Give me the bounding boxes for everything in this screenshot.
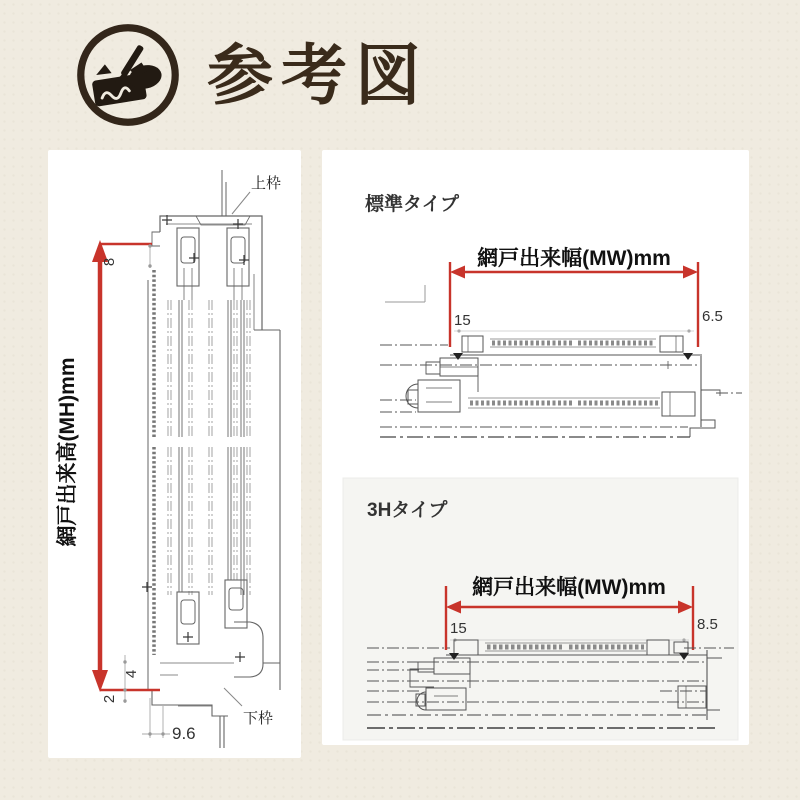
vertical-section-card — [48, 150, 301, 758]
standard-dim-left: 15 — [454, 312, 471, 329]
bottom-frame-label: 下枠 — [243, 710, 274, 727]
3h-type-title: 3Hタイプ — [367, 500, 448, 521]
3h-dim-right: 8.5 — [697, 616, 718, 633]
page-title: 参考図 — [207, 38, 429, 112]
mh-dimension — [92, 240, 160, 692]
ext-dot — [682, 638, 685, 641]
vertical-section-drawing — [48, 150, 301, 758]
frame-section-drawing — [142, 170, 280, 748]
section-standard — [365, 192, 742, 437]
3h-dim-left: 15 — [450, 620, 467, 637]
standard-dim-right: 6.5 — [702, 308, 723, 325]
standard-mw-dimension — [450, 262, 698, 347]
pointer-mark — [453, 353, 463, 360]
top-frame-label: 上枠 — [251, 175, 282, 192]
pointer-mark — [683, 353, 693, 360]
3h-width-label: 網戸出来幅(MW)mm — [472, 576, 666, 599]
screen-height-label: 網戸出来高(MH)mm — [56, 357, 79, 547]
standard-type-title: 標準タイプ — [365, 194, 460, 215]
dim-top-8: 8 — [101, 257, 118, 267]
horizontal-sections-drawing — [322, 150, 749, 745]
writing-hand-icon — [75, 22, 181, 128]
dim-bottom-2: 2 — [101, 694, 118, 704]
standard-width-label: 網戸出来幅(MW)mm — [477, 247, 671, 270]
dim-bottom-width-9-6: 9.6 — [172, 724, 196, 743]
dimension-dots — [123, 244, 164, 735]
dim-bottom-4: 4 — [123, 669, 140, 679]
ext-dot — [687, 329, 690, 332]
page-header — [75, 22, 429, 128]
ext-dot — [457, 329, 460, 332]
standard-section-drawing — [380, 336, 742, 437]
wall-corner-mark — [385, 285, 425, 302]
horizontal-sections-card — [322, 150, 749, 745]
